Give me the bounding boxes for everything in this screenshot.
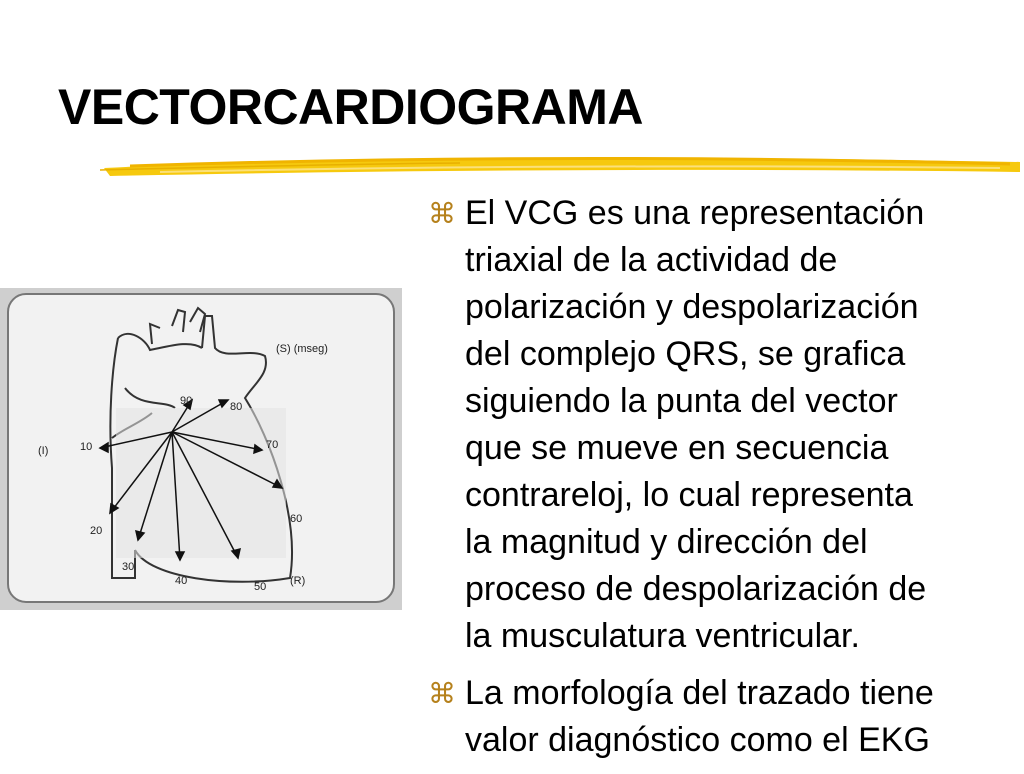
- bullet-line: El VCG es una representación: [465, 194, 925, 232]
- label-10: 10: [80, 441, 93, 453]
- command-key-icon: ⌘: [428, 678, 456, 709]
- label-superior: (S) (mseg): [276, 343, 328, 355]
- label-90: 90: [180, 395, 193, 407]
- bullet-line: valor diagnóstico como el EKG: [465, 721, 930, 759]
- label-left: (I): [38, 445, 49, 457]
- title-underline-stroke: [100, 148, 1024, 184]
- bullet-line: que se mueve en secuencia: [465, 429, 889, 467]
- label-60: 60: [290, 513, 303, 525]
- slide-title: VECTORCARDIOGRAMA: [58, 79, 644, 135]
- bullet-list: [428, 190, 1024, 774]
- bullet-line: del complejo QRS, se grafica: [465, 335, 906, 373]
- bullet-line: siguiendo la punta del vector: [465, 382, 898, 420]
- bullet-item: [428, 670, 1024, 764]
- bullet-line: triaxial de la actividad de: [465, 241, 838, 279]
- label-50: 50: [254, 581, 267, 593]
- label-80: 80: [230, 401, 243, 413]
- label-right: (R): [290, 575, 306, 587]
- bullet-line: La morfología del trazado tiene: [465, 674, 934, 712]
- label-70: 70: [266, 439, 279, 451]
- bullet-item: [428, 190, 1024, 660]
- label-40: 40: [175, 575, 188, 587]
- bullet-line: la magnitud y dirección del: [465, 523, 868, 561]
- bullet-line: contrareloj, lo cual representa: [465, 476, 913, 514]
- label-30: 30: [122, 561, 135, 573]
- bullet-line: proceso de despolarización de: [465, 570, 927, 608]
- label-20: 20: [90, 525, 103, 537]
- bullet-line: polarización y despolarización: [465, 288, 919, 326]
- command-key-icon: ⌘: [428, 198, 456, 229]
- vectorcardiogram-figure: [0, 288, 402, 610]
- bullet-line: la musculatura ventricular.: [465, 617, 860, 655]
